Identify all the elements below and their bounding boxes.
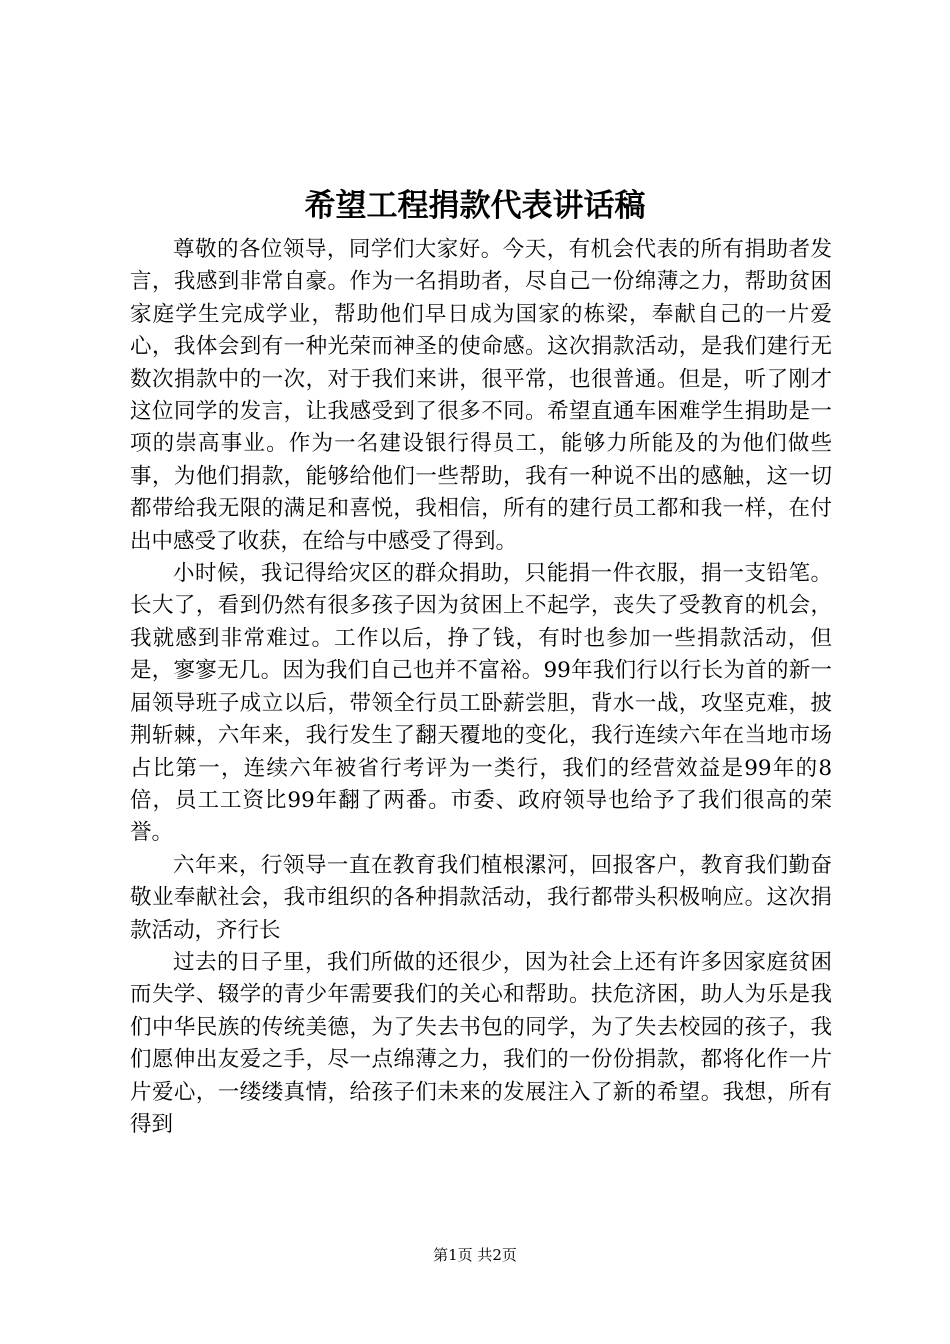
document-title: 希望工程捐款代表讲话稿: [304, 188, 646, 224]
paragraph: 六年来，行领导一直在教育我们植根漯河，回报客户，教育我们勤奋敬业奉献社会，我市组织的各种捐款活动，我行都带头积极响应。这次捐款活动，齐行长: [130, 852, 832, 943]
document-body: [130, 234, 832, 1141]
paragraph: 小时候，我记得给灾区的群众捐助，只能捐一件衣服，捐一支铅笔。长大了，看到仍然有很多孩子因为贫困上不起学，丧失了受教育的机会，我就感到非常难过。工作以后，挣了钱，有时也参加一些捐款活动，但是，寥寥无几。因为我们自己也并不富裕。99年我们行以行长为首的新一届领导班子成立以后，带领全行员工卧薪尝胆，背水一战，攻坚克难，披荆斩棘，六年来，我行发生了翻天覆地的变化，我行连续六年在当地市场占比第一，连续六年被省行考评为一类行，我们的经营效益是99年的8倍，员工工资比99年翻了两番。市委、政府领导也给予了我们很高的荣誉。: [130, 561, 832, 846]
paragraph: 过去的日子里，我们所做的还很少，因为社会上还有许多因家庭贫困而失学、辍学的青少年需要我们的关心和帮助。扶危济困，助人为乐是我们中华民族的传统美德，为了失去书包的同学，为了失去校园的孩子，我们愿伸出友爱之手，尽一点绵薄之力，我们的一份份捐款，都将化作一片片爱心，一缕缕真情，给孩子们未来的发展注入了新的希望。我想，所有得到: [130, 949, 832, 1137]
page-number-footer: 第1页 共2页: [433, 1246, 517, 1264]
paragraph: 尊敬的各位领导，同学们大家好。今天，有机会代表的所有捐助者发言，我感到非常自豪。作为一名捐助者，尽自己一份绵薄之力，帮助贫困家庭学生完成学业，帮助他们早日成为国家的栋梁，奉献自己的一片爱心，我体会到有一种光荣而神圣的使命感。这次捐款活动，是我们建行无数次捐款中的一次，对于我们来讲，很平常，也很普通。但是，听了刚才这位同学的发言，让我感受到了很多不同。希望直通车困难学生捐助是一项的崇高事业。作为一名建设银行得员工，能够力所能及的为他们做些事，为他们捐款，能够给他们一些帮助，我有一种说不出的感触，这一切都带给我无限的满足和喜悦，我相信，所有的建行员工都和我一样，在付出中感受了收获，在给与中感受了得到。: [130, 237, 832, 554]
